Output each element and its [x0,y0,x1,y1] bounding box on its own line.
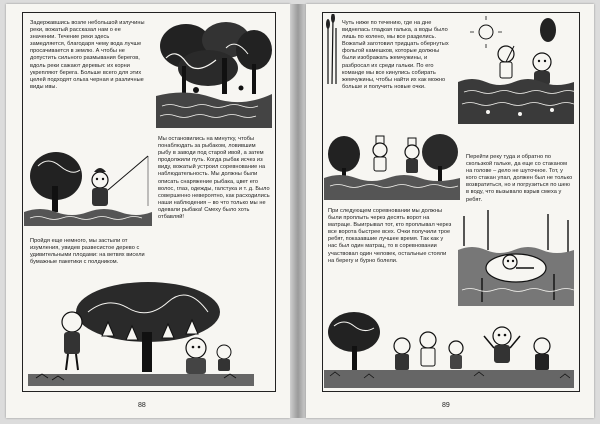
reeds-illustration [324,14,340,84]
left-page-number: 88 [138,402,146,409]
tree-with-snack-bags-illustration [28,282,254,386]
right-page-number: 89 [442,402,450,409]
riverbank-trees-illustration [156,18,272,128]
pearl-hunt-illustration [458,16,574,124]
cheering-kids-illustration [324,310,574,388]
fisherman-illustration [24,146,152,226]
right-paragraph-1: Чуть ниже по течению, где на дне виднелась гладкая галька, а воды было лишь по колено, мы все разделись. Вожатый заготовил тридцать обернутых фольгой камешков, которые должны были изображать жемчужины, и разбросал их среди гальки. По его команде мы все кинулись собирать жемчужины, чтобы найти их как можно больше и получить новые очки. [342,20,449,90]
left-paragraph-2: Мы остановились на минутку, чтобы понаблюдать за рыбаком, ловившим рыбу в заводи под старой ивой, а затем продолжили путь. Когда рыбак исчез из виду, вожатый устроил соревнование на наблюдательность. Мы должны были описать снаряжение рыбака, цвет его волос, глаз, одежды, галстука и т. д. Было совершенно невероятно, как расходились наши наблюдения – во что только мы не одевали рыбака! Смеху было хоть отбавляй! [158,136,270,221]
left-page [6,4,290,418]
right-paragraph-2: Перейти реку туда и обратно по скользкой гальке, да еще со стаканом на голове – дело не шуточное. Тот, у кого стакан упал, должен был не только возвратиться, но и погрузиться по шею в воду, что вызывало взрыв смеха у ребят. [466,154,573,203]
river-crossing-illustration [324,132,460,200]
left-paragraph-3: Пройдя еще немного, мы застыли от изумления, увидев развесистое дерево с удивительными плодами: на ветвях висели бумажные пакетики с полдником. [30,238,145,266]
left-paragraph-1: Задержавшись возле небольшой излучины реки, вожатый рассказал нам о ее значении. Течение реки здесь замедляется, благодаря чему вода лучше просачивается в землю. А чтобы не допустить сильного размывания берегов, вдоль реки сажают деревья: их корни укрепляют берега. Больше всего для этих целей подходят ольха черная и различные виды ивы. [30,20,145,90]
book-gutter [290,4,306,418]
right-paragraph-3: При следующем соревновании мы должны были проплыть через десять ворот на матраце. Выигрывал тот, кто проплывал через все ворота быстрее всех. Очки получили трое ребят, показавшие лучшее время. Так как у нас был один матрац, то в соревновании участвовал один человек, остальные стояли на берегу и бурно болели. [328,208,452,264]
mattress-race-illustration [458,210,574,306]
right-page [306,4,594,418]
